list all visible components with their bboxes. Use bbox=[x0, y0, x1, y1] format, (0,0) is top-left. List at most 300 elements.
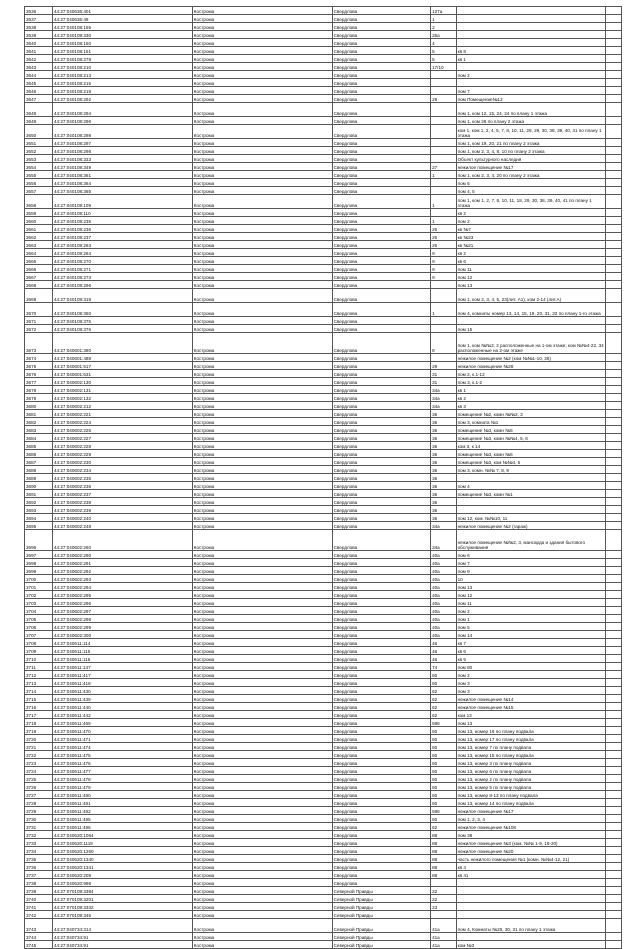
premises-cell: нежилое помещение №2 (гараж) bbox=[456, 522, 606, 530]
street-cell: Свердлова bbox=[332, 759, 430, 767]
row-number-cell: 3727 bbox=[25, 791, 53, 799]
city-cell: Кострома bbox=[192, 281, 332, 289]
city-cell: Кострома bbox=[192, 815, 332, 823]
empty-cell bbox=[606, 474, 622, 482]
cadastral-number-cell: 44:27:070109:3384 bbox=[52, 887, 192, 895]
street-cell: Свердлова bbox=[332, 506, 430, 514]
premises-cell: пом 13 bbox=[456, 583, 606, 591]
cadastral-number-cell: 44:27:040602:291 bbox=[52, 559, 192, 567]
house-number-cell: 60 bbox=[431, 767, 457, 775]
empty-cell bbox=[606, 434, 622, 442]
table-row bbox=[25, 759, 622, 767]
premises-cell: нежилое помещение №17 bbox=[456, 163, 606, 171]
empty-cell bbox=[606, 719, 622, 727]
city-cell: Кострома bbox=[192, 719, 332, 727]
premises-cell: пом 12 bbox=[456, 591, 606, 599]
house-number-cell bbox=[431, 139, 457, 147]
table-row bbox=[25, 631, 622, 639]
row-number-cell: 3697 bbox=[25, 551, 53, 559]
street-cell: Свердлова bbox=[332, 631, 430, 639]
table-row bbox=[25, 273, 622, 281]
city-cell: Кострома bbox=[192, 679, 332, 687]
house-number-cell bbox=[431, 187, 457, 195]
empty-cell bbox=[606, 941, 622, 949]
table-row bbox=[25, 249, 622, 257]
city-cell: Кострома bbox=[192, 655, 332, 663]
house-number-cell bbox=[431, 879, 457, 887]
empty-cell bbox=[606, 623, 622, 631]
street-cell: Свердлова bbox=[332, 23, 430, 31]
row-number-cell: 3637 bbox=[25, 15, 53, 23]
table-row bbox=[25, 458, 622, 466]
table-row bbox=[25, 474, 622, 482]
premises-cell bbox=[456, 79, 606, 87]
table-row bbox=[25, 23, 622, 31]
street-cell: Свердлова bbox=[332, 362, 430, 370]
street-cell: Свердлова bbox=[332, 87, 430, 95]
house-number-cell bbox=[431, 179, 457, 187]
cadastral-number-cell: 44:27:040602:295 bbox=[52, 591, 192, 599]
house-number-cell: 34а bbox=[431, 402, 457, 410]
cadastral-number-cell: 44:27:040620:998 bbox=[52, 879, 192, 887]
street-cell: Северной Правды bbox=[332, 941, 430, 949]
cadastral-number-cell: 44:27:040620:1119 bbox=[52, 839, 192, 847]
city-cell: Кострома bbox=[192, 490, 332, 498]
cadastral-number-cell: 44:27:040602:228 bbox=[52, 442, 192, 450]
empty-cell bbox=[606, 711, 622, 719]
table-row bbox=[25, 823, 622, 831]
city-cell: Кострома bbox=[192, 394, 332, 402]
table-row bbox=[25, 281, 622, 289]
city-cell: Кострома bbox=[192, 289, 332, 303]
city-cell: Кострома bbox=[192, 265, 332, 273]
street-cell: Свердлова bbox=[332, 442, 430, 450]
empty-cell bbox=[606, 647, 622, 655]
premises-cell: пом 13, номер 8-13 по плану подвала bbox=[456, 791, 606, 799]
row-number-cell: 3682 bbox=[25, 418, 53, 426]
row-number-cell: 3652 bbox=[25, 147, 53, 155]
city-cell: Кострома bbox=[192, 671, 332, 679]
cadastral-number-cell: 44:27:040602:131 bbox=[52, 386, 192, 394]
row-number-cell: 3696 bbox=[25, 530, 53, 551]
empty-cell bbox=[606, 639, 622, 647]
street-cell: Свердлова bbox=[332, 831, 430, 839]
house-number-cell: 40а bbox=[431, 567, 457, 575]
street-cell: Свердлова bbox=[332, 79, 430, 87]
house-number-cell: 62 bbox=[431, 695, 457, 703]
row-number-cell: 3642 bbox=[25, 55, 53, 63]
street-cell: Свердлова bbox=[332, 458, 430, 466]
cadastral-number-cell: 44:27:040611:479 bbox=[52, 783, 192, 791]
street-cell: Свердлова bbox=[332, 551, 430, 559]
empty-cell bbox=[606, 575, 622, 583]
premises-cell: пом 4 bbox=[456, 482, 606, 490]
table-row bbox=[25, 171, 622, 179]
premises-cell: пом 4, 5 bbox=[456, 187, 606, 195]
house-number-cell: 40а bbox=[431, 599, 457, 607]
row-number-cell: 3647 bbox=[25, 95, 53, 103]
city-cell: Кострома bbox=[192, 575, 332, 583]
city-cell: Кострома bbox=[192, 895, 332, 903]
city-cell: Кострома bbox=[192, 362, 332, 370]
house-number-cell: 74 bbox=[431, 663, 457, 671]
table-row bbox=[25, 671, 622, 679]
table-row bbox=[25, 233, 622, 241]
street-cell: Свердлова bbox=[332, 195, 430, 209]
cadastral-number-cell: 44:27:070109:345 bbox=[52, 911, 192, 919]
premises-cell: нежилое помещение №2 (ком №№1-10, 36) bbox=[456, 354, 606, 362]
table-row bbox=[25, 47, 622, 55]
house-number-cell: 60 bbox=[431, 791, 457, 799]
premises-cell: помещение №2, комн №№2, 3 bbox=[456, 410, 606, 418]
row-number-cell: 3666 bbox=[25, 265, 53, 273]
table-row bbox=[25, 831, 622, 839]
city-cell: Кострома bbox=[192, 607, 332, 615]
city-cell: Кострома bbox=[192, 103, 332, 117]
row-number-cell: 3686 bbox=[25, 450, 53, 458]
city-cell: Кострома bbox=[192, 171, 332, 179]
empty-cell bbox=[606, 839, 622, 847]
city-cell: Кострома bbox=[192, 195, 332, 209]
street-cell: Северной Правды bbox=[332, 919, 430, 933]
city-cell: Кострома bbox=[192, 759, 332, 767]
city-cell: Кострома bbox=[192, 386, 332, 394]
premises-cell: кв 7 bbox=[456, 639, 606, 647]
house-number-cell bbox=[431, 103, 457, 117]
row-number-cell: 3691 bbox=[25, 490, 53, 498]
table-row bbox=[25, 498, 622, 506]
premises-cell bbox=[456, 15, 606, 23]
city-cell: Кострома bbox=[192, 163, 332, 171]
street-cell: Свердлова bbox=[332, 370, 430, 378]
row-number-cell: 3645 bbox=[25, 79, 53, 87]
table-row bbox=[25, 599, 622, 607]
empty-cell bbox=[606, 895, 622, 903]
cadastral-number-cell: 44:27:040602:300 bbox=[52, 631, 192, 639]
cadastral-number-cell: 44:27:040109:271 bbox=[52, 265, 192, 273]
city-cell: Кострома bbox=[192, 474, 332, 482]
row-number-cell: 3651 bbox=[25, 139, 53, 147]
empty-cell bbox=[606, 147, 622, 155]
city-cell: Кострома bbox=[192, 225, 332, 233]
city-cell: Кострома bbox=[192, 559, 332, 567]
cadastral-number-cell: 44:27:040601:517 bbox=[52, 362, 192, 370]
cadastral-number-cell: 44:27:040602:224 bbox=[52, 418, 192, 426]
city-cell: Кострома bbox=[192, 79, 332, 87]
table-row bbox=[25, 767, 622, 775]
cadastral-number-cell: 44:27:040109:330 bbox=[52, 31, 192, 39]
empty-cell bbox=[606, 671, 622, 679]
house-number-cell: 46 bbox=[431, 647, 457, 655]
cadastral-number-cell: 44:27:040620:1064 bbox=[52, 831, 192, 839]
premises-cell: пом 13, номер 14 по плану подвала bbox=[456, 799, 606, 807]
table-row bbox=[25, 911, 622, 919]
row-number-cell: 3639 bbox=[25, 31, 53, 39]
cadastral-number-cell: 44:27:040602:132 bbox=[52, 394, 192, 402]
row-number-cell: 3714 bbox=[25, 687, 53, 695]
house-number-cell: 40а bbox=[431, 559, 457, 567]
city-cell: Кострома bbox=[192, 418, 332, 426]
city-cell: Кострома bbox=[192, 591, 332, 599]
street-cell: Свердлова bbox=[332, 727, 430, 735]
city-cell: Кострома bbox=[192, 783, 332, 791]
table-row bbox=[25, 209, 622, 217]
empty-cell bbox=[606, 498, 622, 506]
house-number-cell: 29 bbox=[431, 95, 457, 103]
empty-cell bbox=[606, 679, 622, 687]
row-number-cell: 3712 bbox=[25, 671, 53, 679]
table-row bbox=[25, 575, 622, 583]
premises-cell: пом 13 bbox=[456, 281, 606, 289]
cadastral-number-cell: 44:27:040602:235 bbox=[52, 474, 192, 482]
house-number-cell: 1 bbox=[431, 217, 457, 225]
street-cell: Свердлова bbox=[332, 639, 430, 647]
premises-cell bbox=[456, 23, 606, 31]
house-number-cell: 36 bbox=[431, 506, 457, 514]
table-row bbox=[25, 289, 622, 303]
table-row bbox=[25, 639, 622, 647]
premises-cell: пом 1 bbox=[456, 615, 606, 623]
house-number-cell: 88 bbox=[431, 831, 457, 839]
cadastral-number-cell: 44:27:040108:333 bbox=[52, 155, 192, 163]
empty-cell bbox=[606, 265, 622, 273]
row-number-cell: 3735 bbox=[25, 855, 53, 863]
street-cell: Свердлова bbox=[332, 273, 430, 281]
city-cell: Кострома bbox=[192, 209, 332, 217]
city-cell: Кострома bbox=[192, 378, 332, 386]
empty-cell bbox=[606, 751, 622, 759]
street-cell: Свердлова bbox=[332, 249, 430, 257]
house-number-cell bbox=[431, 325, 457, 333]
row-number-cell: 3654 bbox=[25, 163, 53, 171]
premises-cell: нежилое помещение №14 bbox=[456, 695, 606, 703]
street-cell: Свердлова bbox=[332, 474, 430, 482]
house-number-cell: 1 bbox=[431, 195, 457, 209]
city-cell: Кострома bbox=[192, 911, 332, 919]
premises-cell: пом 13, номер 15 по плану подвала bbox=[456, 751, 606, 759]
cadastral-number-cell: 44:27:040108:349 bbox=[52, 163, 192, 171]
premises-cell: пом 1, ком №№3, 2 расположенные на 1-ом этаже; ком №№4-22, 34 расположенные на 2-ом этаже bbox=[456, 333, 606, 354]
row-number-cell: 3723 bbox=[25, 759, 53, 767]
row-number-cell: 3740 bbox=[25, 895, 53, 903]
street-cell: Свердлова bbox=[332, 333, 430, 354]
street-cell: Свердлова bbox=[332, 31, 430, 39]
cadastral-number-cell: 44:27:040602:290 bbox=[52, 551, 192, 559]
city-cell: Кострома bbox=[192, 663, 332, 671]
table-row bbox=[25, 615, 622, 623]
table-row bbox=[25, 442, 622, 450]
street-cell: Свердлова bbox=[332, 703, 430, 711]
row-number-cell: 3739 bbox=[25, 887, 53, 895]
empty-cell bbox=[606, 87, 622, 95]
city-cell: Кострома bbox=[192, 506, 332, 514]
table-row bbox=[25, 679, 622, 687]
city-cell: Кострома bbox=[192, 95, 332, 103]
cadastral-number-cell: 44:27:040601:380 bbox=[52, 333, 192, 354]
cadastral-number-cell: 44:27:070109:3201 bbox=[52, 895, 192, 903]
empty-cell bbox=[606, 933, 622, 941]
premises-cell: нежилое помещение №17 bbox=[456, 807, 606, 815]
street-cell: Свердлова bbox=[332, 147, 430, 155]
house-number-cell: 9 bbox=[431, 249, 457, 257]
city-cell: Кострома bbox=[192, 458, 332, 466]
premises-cell: ком 3, к 14 bbox=[456, 442, 606, 450]
empty-cell bbox=[606, 599, 622, 607]
cadastral-number-cell: 44:27:040611:478 bbox=[52, 775, 192, 783]
empty-cell bbox=[606, 783, 622, 791]
house-number-cell: 34а bbox=[431, 522, 457, 530]
street-cell: Северной Правды bbox=[332, 895, 430, 903]
street-cell: Свердлова bbox=[332, 498, 430, 506]
empty-cell bbox=[606, 179, 622, 187]
row-number-cell: 3674 bbox=[25, 354, 53, 362]
street-cell: Свердлова bbox=[332, 71, 430, 79]
empty-cell bbox=[606, 209, 622, 217]
cadastral-number-cell: 44:27:040109:264 bbox=[52, 249, 192, 257]
city-cell: Кострома bbox=[192, 767, 332, 775]
empty-cell bbox=[606, 31, 622, 39]
table-row bbox=[25, 871, 622, 879]
city-cell: Кострома bbox=[192, 55, 332, 63]
premises-cell: пом 11 bbox=[456, 599, 606, 607]
premises-cell: часть нежилого помещения №1 (комн. №№4-12, 21) bbox=[456, 855, 606, 863]
house-number-cell: 36 bbox=[431, 490, 457, 498]
row-number-cell: 3722 bbox=[25, 751, 53, 759]
house-number-cell: 62 bbox=[431, 703, 457, 711]
row-number-cell: 3716 bbox=[25, 703, 53, 711]
row-number-cell: 3741 bbox=[25, 903, 53, 911]
premises-cell: пом 7 bbox=[456, 87, 606, 95]
premises-cell: пом 11 bbox=[456, 265, 606, 273]
table-row bbox=[25, 703, 622, 711]
row-number-cell: 3728 bbox=[25, 799, 53, 807]
row-number-cell: 3704 bbox=[25, 607, 53, 615]
row-number-cell: 3693 bbox=[25, 506, 53, 514]
house-number-cell: 62 bbox=[431, 687, 457, 695]
table-row bbox=[25, 591, 622, 599]
row-number-cell: 3726 bbox=[25, 783, 53, 791]
house-number-cell: 36 bbox=[431, 482, 457, 490]
empty-cell bbox=[606, 871, 622, 879]
empty-cell bbox=[606, 217, 622, 225]
cadastral-number-cell: 44:27:040602:130 bbox=[52, 378, 192, 386]
cadastral-number-cell: 44:27:040602:237 bbox=[52, 490, 192, 498]
table-row bbox=[25, 155, 622, 163]
table-row bbox=[25, 482, 622, 490]
empty-cell bbox=[606, 325, 622, 333]
table-row bbox=[25, 559, 622, 567]
empty-cell bbox=[606, 815, 622, 823]
premises-cell: кв 8 bbox=[456, 47, 606, 55]
row-number-cell: 3672 bbox=[25, 325, 53, 333]
house-number-cell: 2 bbox=[431, 23, 457, 31]
premises-cell: Объект культурного наследия bbox=[456, 155, 606, 163]
premises-cell bbox=[456, 317, 606, 325]
empty-cell bbox=[606, 402, 622, 410]
city-cell: Кострома bbox=[192, 775, 332, 783]
cadastral-number-cell: 44:27:040611:481 bbox=[52, 799, 192, 807]
house-number-cell: 60 bbox=[431, 759, 457, 767]
empty-cell bbox=[606, 879, 622, 887]
cadastral-number-cell: 44:27:040602:297 bbox=[52, 607, 192, 615]
empty-cell bbox=[606, 663, 622, 671]
city-cell: Кострома bbox=[192, 855, 332, 863]
city-cell: Кострома bbox=[192, 155, 332, 163]
street-cell: Свердлова bbox=[332, 482, 430, 490]
street-cell: Свердлова bbox=[332, 783, 430, 791]
cadastral-number-cell: 44:27:040109:270 bbox=[52, 257, 192, 265]
cadastral-number-cell: 44:27:040602:212 bbox=[52, 402, 192, 410]
empty-cell bbox=[606, 71, 622, 79]
house-number-cell: 62 bbox=[431, 711, 457, 719]
city-cell: Кострома bbox=[192, 695, 332, 703]
row-number-cell: 3687 bbox=[25, 458, 53, 466]
register-table bbox=[24, 6, 622, 949]
empty-cell bbox=[606, 39, 622, 47]
empty-cell bbox=[606, 559, 622, 567]
cadastral-number-cell: 44:27:040611:476 bbox=[52, 759, 192, 767]
cadastral-number-cell: 44:27:040611:147 bbox=[52, 663, 192, 671]
city-cell: Кострома bbox=[192, 31, 332, 39]
table-row bbox=[25, 735, 622, 743]
street-cell: Свердлова bbox=[332, 799, 430, 807]
empty-cell bbox=[606, 117, 622, 125]
cadastral-number-cell: 44:27:040620:1340 bbox=[52, 855, 192, 863]
table-row bbox=[25, 434, 622, 442]
house-number-cell: 127а bbox=[431, 7, 457, 15]
city-cell: Кострома bbox=[192, 743, 332, 751]
city-cell: Кострома bbox=[192, 903, 332, 911]
table-row bbox=[25, 147, 622, 155]
city-cell: Кострома bbox=[192, 179, 332, 187]
empty-cell bbox=[606, 289, 622, 303]
premises-cell: кв 1 bbox=[456, 55, 606, 63]
premises-cell: пом 3, к.1-2 bbox=[456, 378, 606, 386]
row-number-cell: 3644 bbox=[25, 71, 53, 79]
table-row bbox=[25, 647, 622, 655]
empty-cell bbox=[606, 490, 622, 498]
city-cell: Кострома bbox=[192, 879, 332, 887]
row-number-cell: 3703 bbox=[25, 599, 53, 607]
premises-cell: пом 1, 2, 3, 4 bbox=[456, 815, 606, 823]
empty-cell bbox=[606, 551, 622, 559]
premises-cell: кв 6 bbox=[456, 257, 606, 265]
cadastral-number-cell: 44:27:040108:297 bbox=[52, 139, 192, 147]
premises-cell: пом 1, ком 19, 20, 21 по плану 2 этажа bbox=[456, 139, 606, 147]
table-row bbox=[25, 71, 622, 79]
table-row bbox=[25, 179, 622, 187]
row-number-cell: 3721 bbox=[25, 743, 53, 751]
cadastral-number-cell: 44:27:040620:209 bbox=[52, 871, 192, 879]
row-number-cell: 3689 bbox=[25, 474, 53, 482]
table-row bbox=[25, 241, 622, 249]
street-cell: Свердлова bbox=[332, 719, 430, 727]
premises-cell: пом 13 bbox=[456, 719, 606, 727]
premises-cell: кв 2 bbox=[456, 394, 606, 402]
empty-cell bbox=[606, 442, 622, 450]
row-number-cell: 3680 bbox=[25, 402, 53, 410]
street-cell: Свердлова bbox=[332, 7, 430, 15]
street-cell: Свердлова bbox=[332, 695, 430, 703]
cadastral-number-cell: 44:27:040611:116 bbox=[52, 655, 192, 663]
street-cell: Свердлова bbox=[332, 55, 430, 63]
empty-cell bbox=[606, 163, 622, 171]
table-row bbox=[25, 103, 622, 117]
table-row bbox=[25, 695, 622, 703]
cadastral-number-cell: 44:27:040611:495 bbox=[52, 815, 192, 823]
street-cell: Свердлова bbox=[332, 839, 430, 847]
premises-cell: пом 9 bbox=[456, 567, 606, 575]
